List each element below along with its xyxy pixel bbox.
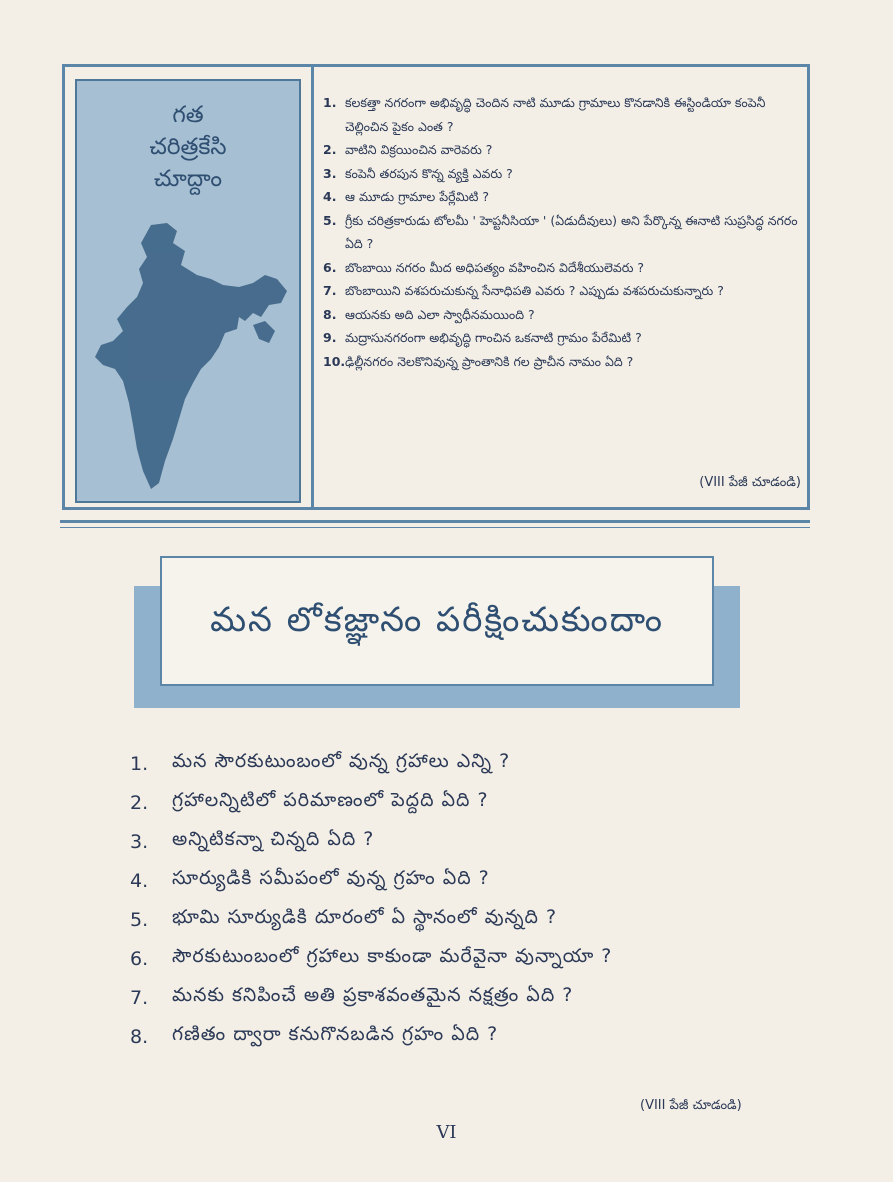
question-number: 9. [323, 330, 337, 345]
question-number: 2. [130, 791, 149, 814]
question-number: 7. [130, 986, 149, 1009]
question-text: బొంబాయి నగరం మీద అధిపత్యం వహించిన విదేశీయులెవరు ? [345, 259, 645, 275]
history-reference: (VIII పేజీ చూడండి) [699, 475, 801, 490]
list-item [323, 91, 801, 138]
section-divider-thin [60, 527, 810, 528]
question-number: 7. [323, 283, 337, 298]
question-number: 3. [130, 830, 149, 853]
page-number: VI [436, 1122, 457, 1143]
question-number: 8. [130, 1025, 149, 1048]
question-number: 4. [130, 869, 149, 892]
question-text: బొంబాయిని వశపరుచుకున్న సేనాధిపతి ఎవరు ? ఎప్పుడు వశపరుచుకున్నారు ? [345, 283, 724, 298]
history-questions [323, 91, 801, 373]
question-number: 3. [323, 165, 337, 181]
question-number: 1. [323, 95, 337, 110]
question-text: ఆ మూడు గ్రామాల పేర్లేమిటి ? [345, 189, 490, 204]
question-number: 6. [130, 947, 149, 970]
list-item [130, 900, 770, 939]
question-text: భూమి సూర్యుడికి దూరంలో ఏ స్థానంలో వున్నది ? [172, 906, 558, 928]
question-text: ఢిల్లీనగరం నెలకొనివున్న ప్రాంతానికి గల ప్రాచీన నామం ఏది ? [345, 353, 634, 369]
list-item [323, 279, 801, 303]
question-number: 6. [323, 259, 337, 275]
list-item [130, 783, 770, 822]
knowledge-reference: (VIII పేజీ చూడండి) [640, 1098, 742, 1113]
question-number: 5. [323, 212, 337, 228]
section-divider [60, 520, 810, 523]
india-map-icon [93, 221, 293, 491]
history-title-line: చూద్దాం [153, 166, 223, 192]
question-text: సూర్యుడికి సమీపంలో వున్న గ్రహం ఏది ? [172, 867, 490, 889]
question-text: అన్నిటికన్నా చిన్నది ఏది ? [172, 828, 375, 850]
list-item [130, 939, 770, 978]
question-text: మన సౌరకుటుంబంలో వున్న గ్రహాలు ఎన్ని ? [172, 750, 511, 772]
question-number: 4. [323, 189, 337, 204]
knowledge-questions [130, 744, 770, 1056]
history-title [77, 99, 299, 195]
box-divider [311, 67, 314, 507]
question-text: కంపెనీ తరపున కొన్న వ్యక్తి ఎవరు ? [345, 165, 513, 181]
question-number: 10. [323, 353, 346, 369]
list-item [130, 822, 770, 861]
history-title-panel [75, 79, 301, 503]
list-item [130, 744, 770, 783]
question-text: గ్రహాలన్నిటిలో పరిమాణంలో పెద్దది ఏది ? [172, 789, 489, 811]
knowledge-title: మన లోకజ్ఞానం పరీక్షించుకుందాం [210, 600, 664, 640]
question-text: వాటిని విక్రయించిన వారెవరు ? [345, 142, 493, 157]
list-item [130, 861, 770, 900]
question-number: 1. [130, 752, 149, 775]
list-item [130, 978, 770, 1017]
list-item [323, 303, 801, 327]
question-text: మద్రాసునగరంగా అభివృద్ధి గాంచిన ఒకనాటి గ్రామం పేరేమిటి ? [345, 330, 642, 345]
question-text: సౌరకుటుంబంలో గ్రహాలు కాకుండా మరేవైనా వున్నాయా ? [172, 945, 613, 967]
question-text: మనకు కనిపించే అతి ప్రకాశవంతమైన నక్షత్రం ఏది ? [172, 984, 574, 1006]
question-number: 2. [323, 142, 337, 157]
list-item [323, 138, 801, 162]
list-item [130, 1017, 770, 1056]
history-title-line: గత [172, 102, 204, 128]
list-item [323, 209, 801, 256]
list-item [323, 326, 801, 350]
history-quiz-box [62, 64, 810, 510]
knowledge-banner [160, 556, 714, 686]
list-item [323, 162, 801, 186]
list-item [323, 256, 801, 280]
question-number: 5. [130, 908, 149, 931]
history-title-line: చరిత్రకేసి [149, 134, 227, 160]
list-item [323, 185, 801, 209]
question-text: ఆయనకు అది ఎలా స్వాధీనమయింది ? [345, 306, 535, 322]
list-item [323, 350, 801, 374]
question-text: గ్రీకు చరిత్రకారుడు టోలమీ ' హెప్టనీసియా ' (ఏడుదీవులు) అని పేర్కొన్న ఈనాటి సుప్రసిద్ధ నగరం ఏది ? [345, 212, 798, 251]
question-text: కలకత్తా నగరంగా అభివృద్ధి చెందిన నాటి మూడు గ్రామాలు కొనడానికి ఈస్టిండియా కంపెనీ చెల్లించిన పైకం ఎంత ? [345, 95, 766, 134]
question-number: 8. [323, 306, 337, 322]
question-text: గణితం ద్వారా కనుగొనబడిన గ్రహం ఏది ? [172, 1023, 499, 1045]
